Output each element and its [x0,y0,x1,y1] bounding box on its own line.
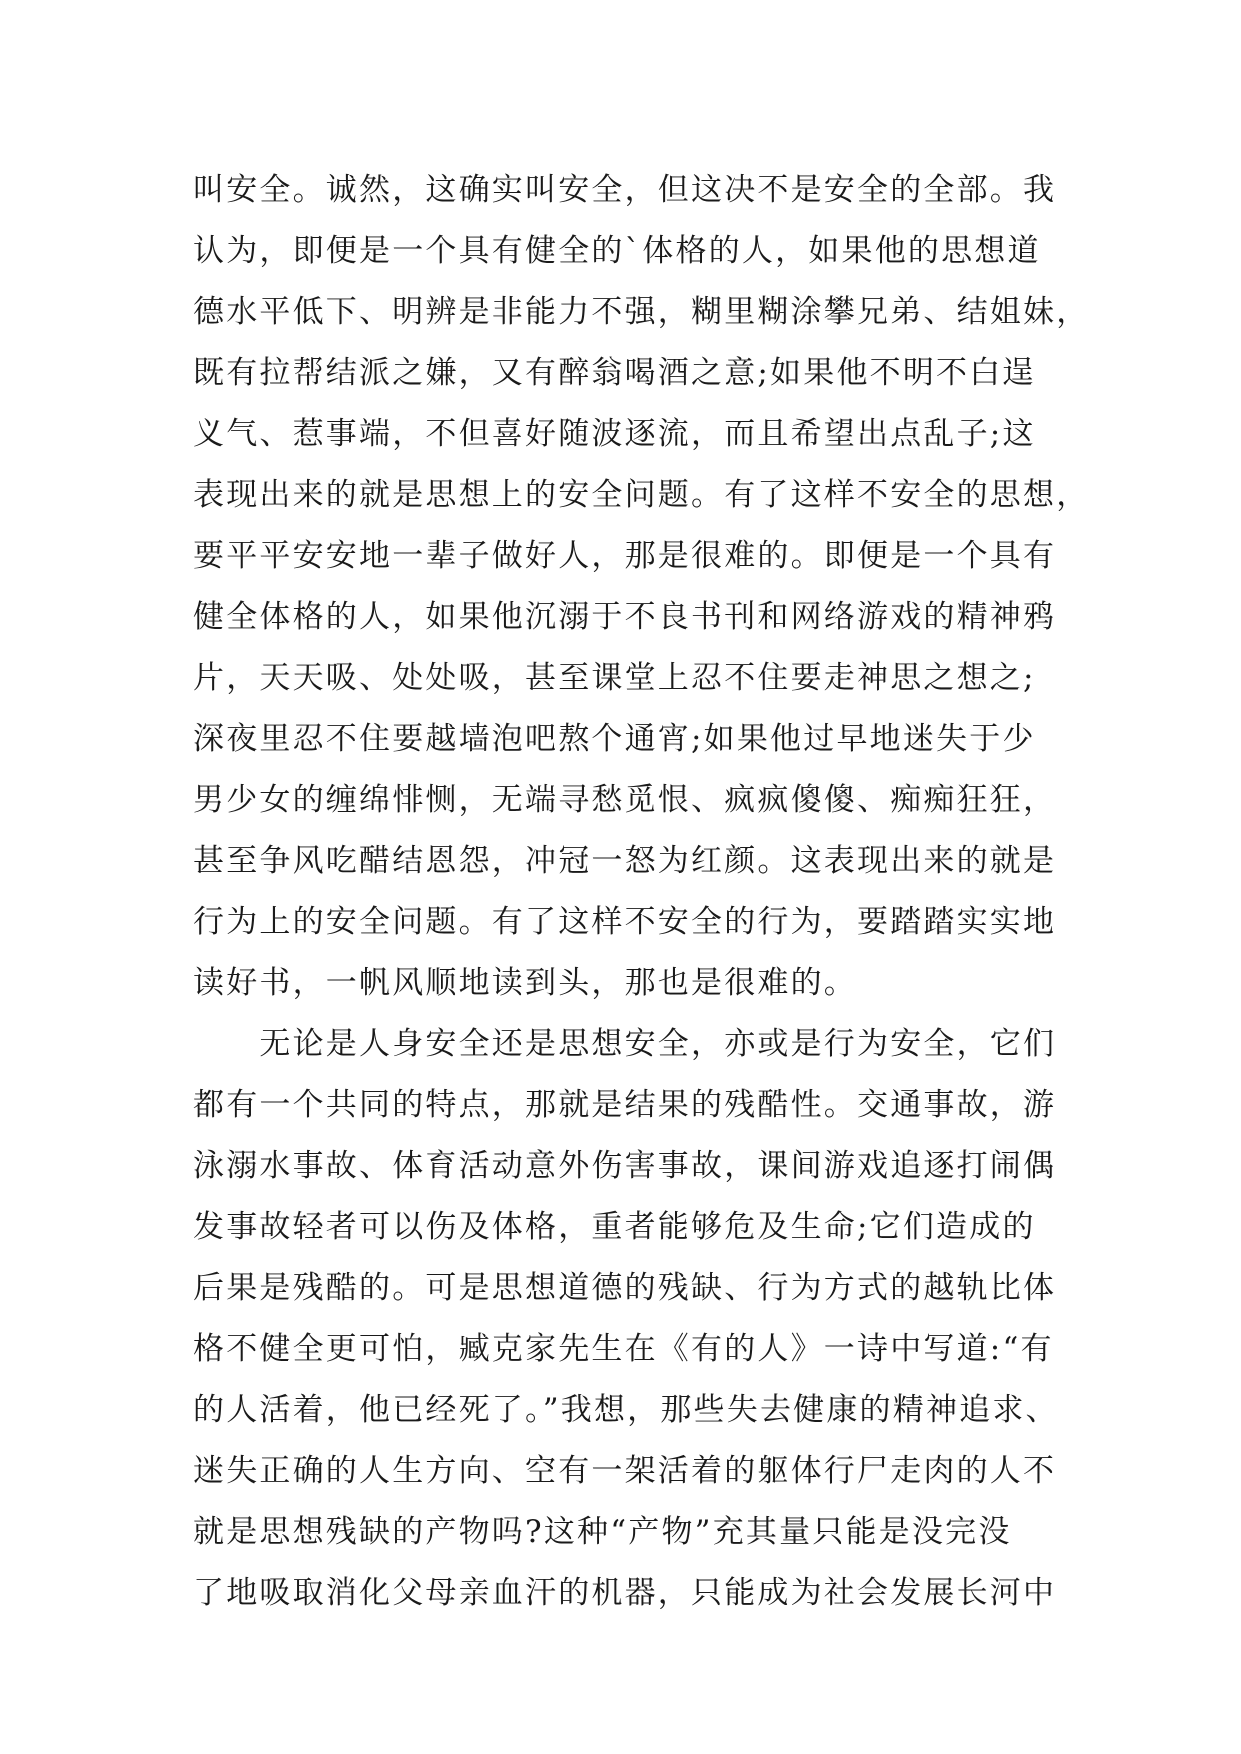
text-line: 甚至争风吃醋结恩怨，冲冠一怒为红颜。这表现出来的就是 [193,843,1057,879]
text-line: 深夜里忍不住要越墙泡吧熬个通宵;如果他过早地迷失于少 [193,721,1036,757]
text-line: 读好书，一帆风顺地读到头，那也是很难的。 [193,965,857,1001]
text-line: 迷失正确的人生方向、空有一架活着的躯体行尸走肉的人不 [193,1453,1057,1489]
text-line: 表现出来的就是思想上的安全问题。有了这样不安全的思想， [193,477,1090,513]
text-line: 片，天天吸、处处吸，甚至课堂上忍不住要走神思之想之; [193,660,1036,696]
body-text [193,160,1090,1624]
text-line: 就是思想残缺的产物吗?这种“产物”充其量只能是没完没 [193,1514,1012,1550]
text-line: 义气、惹事端，不但喜好随波逐流，而且希望出点乱子;这 [193,416,1036,452]
text-line: 的人活着，他已经死了。”我想，那些失去健康的精神追求、 [193,1392,1059,1428]
text-line: 格不健全更可怕，臧克家先生在《有的人》一诗中写道:“有 [193,1331,1054,1367]
text-line: 男少女的缠绵悱恻，无端寻愁觅恨、疯疯傻傻、痴痴狂狂， [193,782,1057,818]
text-line: 德水平低下、明辨是非能力不强，糊里糊涂攀兄弟、结姐妹， [193,294,1090,330]
text-line: 发事故轻者可以伤及体格，重者能够危及生命;它们造成的 [193,1209,1036,1245]
text-line: 既有拉帮结派之嫌，又有醉翁喝酒之意;如果他不明不白逞 [193,355,1036,391]
text-line: 泳溺水事故、体育活动意外伤害事故，课间游戏追逐打闹偶 [193,1148,1057,1184]
text-line: 无论是人身安全还是思想安全，亦或是行为安全，它们 [193,1026,1057,1062]
text-line: 都有一个共同的特点，那就是结果的残酷性。交通事故，游 [193,1087,1057,1123]
text-line: 叫安全。诚然，这确实叫安全，但这决不是安全的全部。我 [193,172,1057,208]
text-line: 健全体格的人，如果他沉溺于不良书刊和网络游戏的精神鸦 [193,599,1057,635]
text-line: 认为，即便是一个具有健全的`体格的人，如果他的思想道 [193,233,1041,269]
text-line: 了地吸取消化父母亲血汗的机器，只能成为社会发展长河中 [193,1575,1057,1611]
text-line: 行为上的安全问题。有了这样不安全的行为，要踏踏实实地 [193,904,1057,940]
text-line: 后果是残酷的。可是思想道德的残缺、行为方式的越轨比体 [193,1270,1057,1306]
text-line: 要平平安安地一辈子做好人，那是很难的。即便是一个具有 [193,538,1057,574]
